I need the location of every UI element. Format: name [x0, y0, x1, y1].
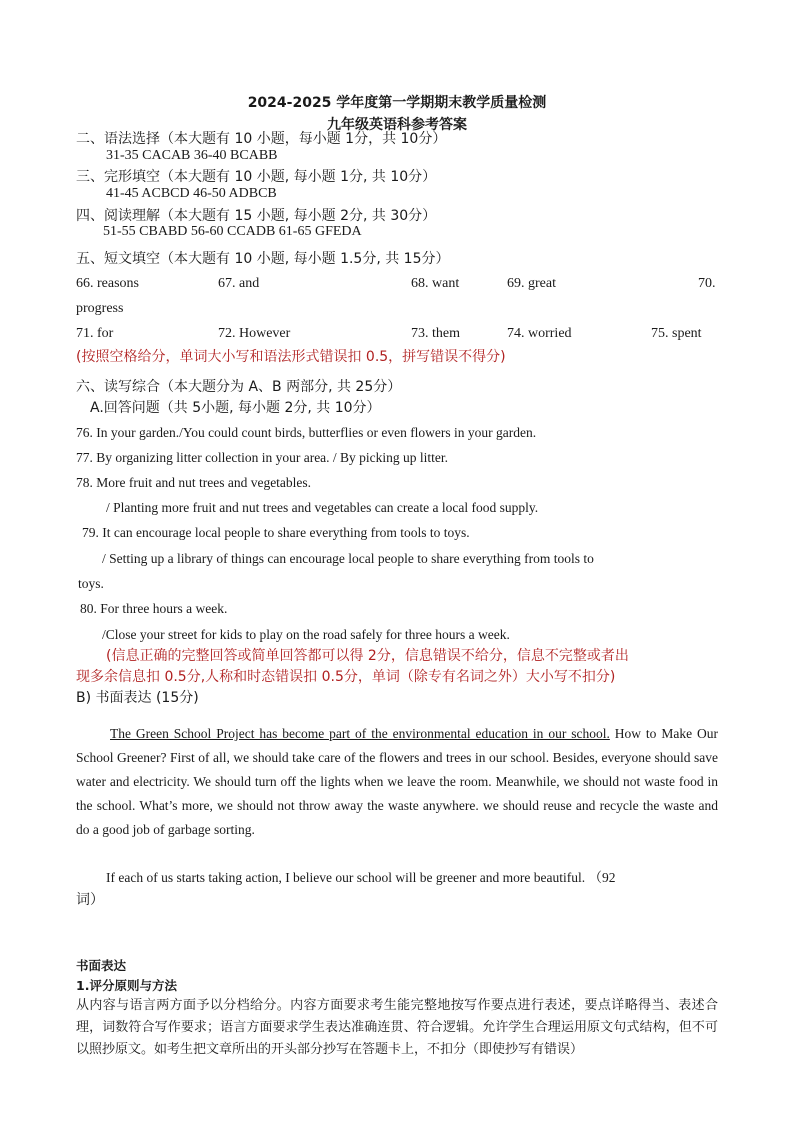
answer-80: 80. For three hours a week. — [80, 601, 228, 616]
fill-answer-66: 66. reasons — [76, 276, 139, 291]
fill-answer-69: 69. great — [507, 276, 556, 291]
essay-paragraph-2: If each of us starts taking action, I believe our school will be greener and more beautiful. （92 — [106, 870, 616, 885]
fill-answer-68: 68. want — [411, 276, 460, 291]
fill-answer-74: 74. worried — [507, 326, 572, 341]
fill-answer-67: 67. and — [218, 276, 260, 291]
part-b-heading: B) 书面表达 (15分) — [76, 690, 199, 706]
fill-answer-73: 73. them — [411, 326, 460, 341]
part-a-note-line2: 现多余信息扣 0.5分,人称和时态错误扣 0.5分，单词（除专有名词之外）大小写不扣分) — [76, 669, 616, 685]
page-subtitle: 九年级英语科参考答案 — [327, 117, 467, 133]
cloze-heading: 三、完形填空（本大题有 10 小题, 每小题 1分, 共 10分） — [76, 169, 437, 185]
essay-underlined-sentence: The Green School Project has become part of the environmental education in our school. — [110, 726, 610, 741]
answer-77: 77. By organizing litter collection in your area. / By picking up litter. — [76, 450, 449, 465]
scoring-heading: 书面表达 — [76, 958, 127, 973]
fill-heading: 五、短文填空（本大题有 10 小题, 每小题 1.5分, 共 15分） — [76, 251, 450, 267]
fill-answer-70: 70. — [698, 276, 716, 291]
essay-paragraph-1-text: How to Make Our School Greener? First of all, we should take care of the flowers and trees in our school. Besides, everyone should save water and electricity. We should turn off the lights when we leave the room. Meanwhile, we should not waste food in the school. What’s more, we should not throw away the waste anywhere. we should reuse and recycle the waste and do a good job of garbage sorting. — [76, 726, 718, 837]
fill-answer-75: 75. spent — [651, 326, 702, 341]
essay-paragraph-1 — [76, 722, 718, 842]
grammar-heading: 二、语法选择（本大题有 10 小题，每小题 1分，共 10分） — [76, 131, 447, 147]
answer-78: 78. More fruit and nut trees and vegetables. — [76, 475, 312, 490]
scoring-paragraph: 从内容与语言两方面予以分档给分。内容方面要求考生能完整地按写作要点进行表述，要点详略得当、表述合理，词数符合写作要求；语言方面要求学生表达准确连贯、符合逻辑。允许学生合理运用原文句式结构，但不可以照抄原文。如考生把文章所出的开头部分抄写在答题卡上，不扣分（即使抄写有错误） — [76, 998, 718, 1057]
answer-79-alt: / Setting up a library of things can encourage local people to share everything from tools to — [102, 551, 594, 566]
reading-writing-heading: 六、读写综合（本大题分为 A、B 两部分, 共 25分） — [76, 379, 402, 395]
reading-answers: 51-55 CBABD 56-60 CCADB 61-65 GFEDA — [103, 224, 362, 239]
fill-answer-72: 72. However — [218, 326, 291, 341]
fill-scoring-note: (按照空格给分，单词大小写和语法形式错误扣 0.5，拼写错误不得分) — [76, 349, 506, 365]
cloze-answers: 41-45 ACBCD 46-50 ADBCB — [106, 186, 277, 201]
part-a-heading: A.回答问题（共 5小题, 每小题 2分, 共 10分） — [90, 400, 381, 416]
answer-79-wrap: toys. — [78, 576, 104, 591]
part-a-note-line1: (信息正确的完整回答或简单回答都可以得 2分，信息错误不给分，信息不完整或者出 — [106, 648, 629, 664]
answer-78-alt: / Planting more fruit and nut trees and vegetables can create a local food supply. — [106, 500, 539, 515]
page-title: 2024-2025 学年度第一学期期末教学质量检测 — [247, 95, 547, 111]
answer-79: 79. It can encourage local people to share everything from tools to toys. — [82, 525, 470, 540]
scoring-sub-heading: 1.评分原则与方法 — [76, 978, 177, 993]
fill-answer-71: 71. for — [76, 326, 114, 341]
grammar-answers: 31-35 CACAB 36-40 BCABB — [106, 148, 278, 163]
answer-80-alt: /Close your street for kids to play on the road safely for three hours a week. — [102, 627, 510, 642]
fill-answer-70-wrap: progress — [76, 301, 124, 316]
reading-heading: 四、阅读理解（本大题有 15 小题, 每小题 2分, 共 30分） — [76, 208, 437, 224]
answer-76: 76. In your garden./You could count birds, butterflies or even flowers in your garden. — [76, 425, 537, 440]
essay-word-count-wrap: 词） — [76, 892, 104, 908]
